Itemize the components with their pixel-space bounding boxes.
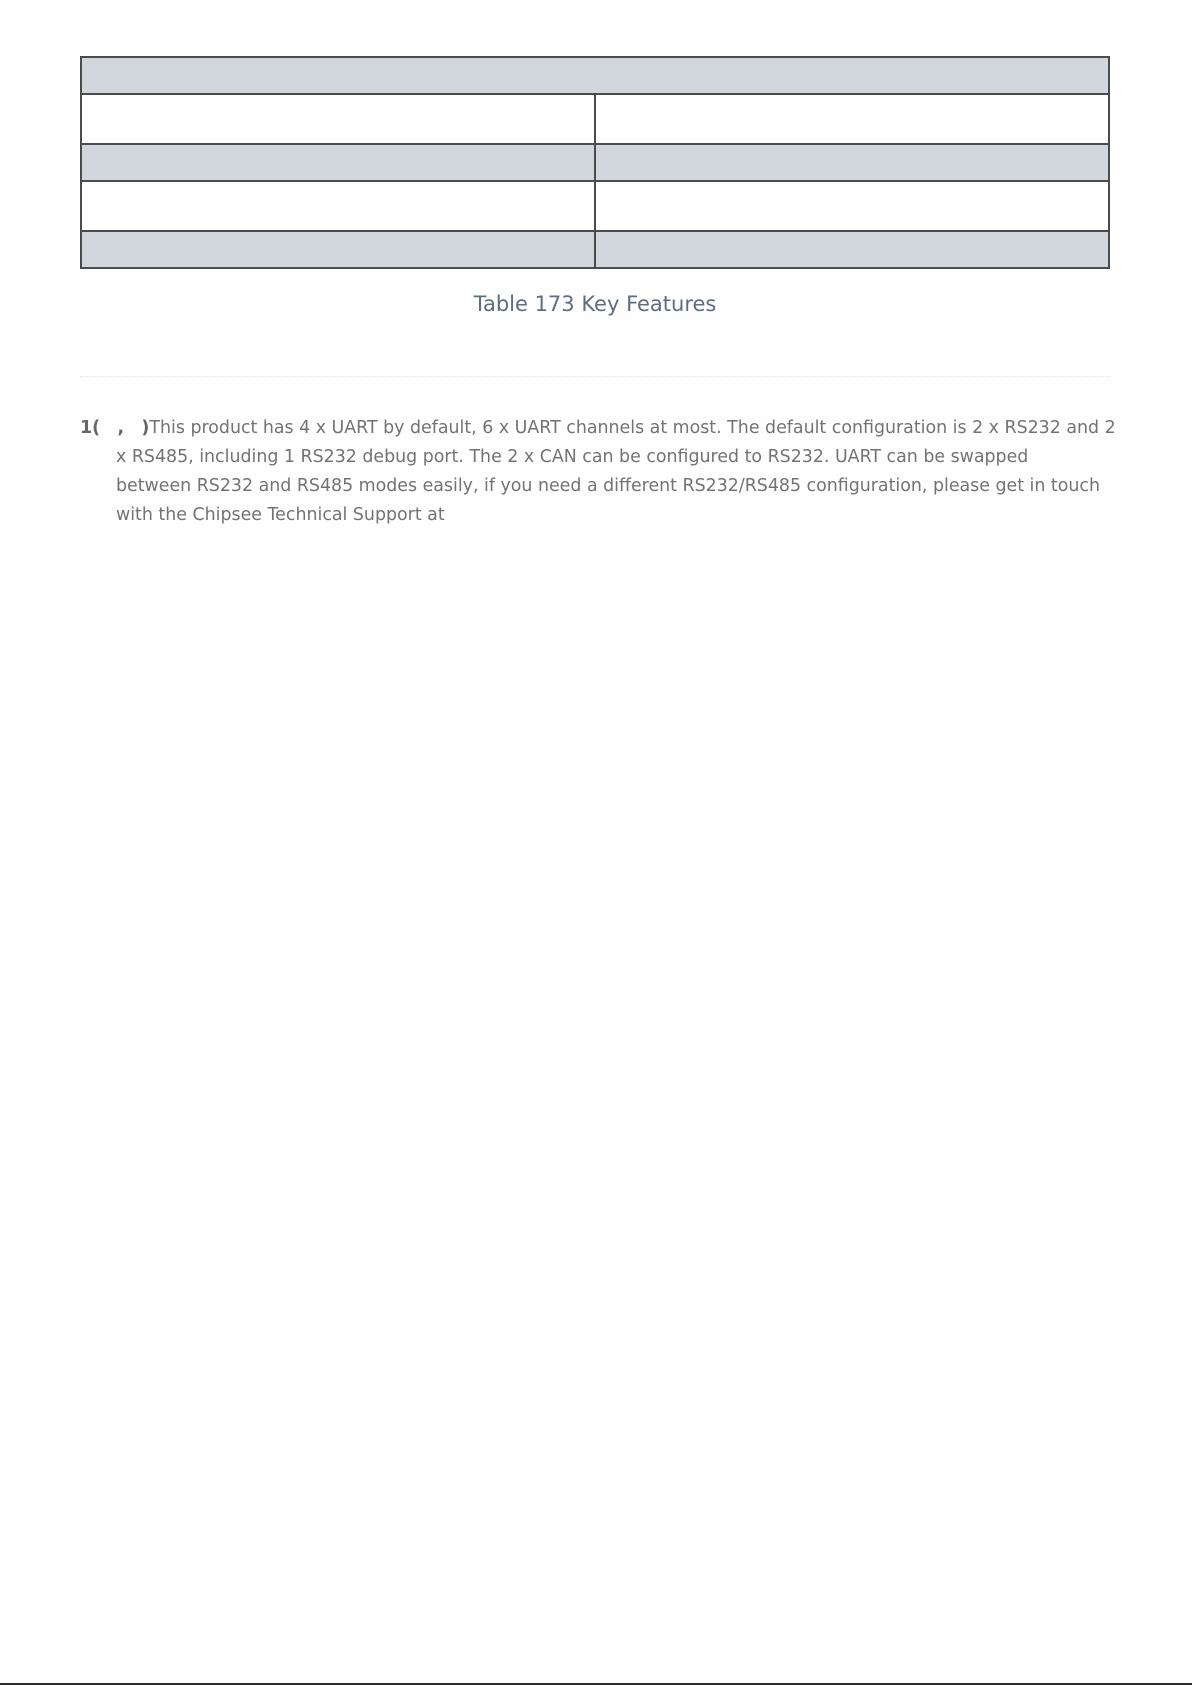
footnote-number: 1( , ) — [80, 418, 150, 438]
table-header-row — [81, 57, 1109, 94]
table-row — [81, 94, 1109, 144]
footnote-text-line: x RS485, including 1 RS232 debug port. The 2 x CAN can be configured to RS232. UART can be swapped — [116, 447, 1029, 467]
table-row — [81, 181, 1109, 231]
key-features-table-container — [80, 56, 1110, 269]
footnote — [80, 414, 1116, 530]
footnote-text-line: with the Chipsee Technical Support at — [116, 505, 445, 525]
table-cell-label — [81, 94, 595, 144]
footnote-text-line: This product has 4 x UART by default, 6 x UART channels at most. The default configuration is 2 x RS232 and 2 — [149, 418, 1116, 438]
table-cell-label — [81, 144, 595, 181]
table-row — [81, 231, 1109, 268]
table-caption: Table 173 Key Features — [473, 292, 717, 316]
table-cell-value — [595, 231, 1109, 268]
table-cell-value — [595, 181, 1109, 231]
table-cell-value — [595, 144, 1109, 181]
table-cell-label — [81, 231, 595, 268]
table-row — [81, 144, 1109, 181]
footnote-first-line — [80, 414, 1116, 443]
table-cell-value — [595, 94, 1109, 144]
table-header-cell — [81, 57, 1109, 94]
key-features-table — [80, 56, 1110, 269]
section-divider — [80, 376, 1110, 377]
table-cell-label — [81, 181, 595, 231]
footnote-text-line: between RS232 and RS485 modes easily, if you need a different RS232/RS485 configuration, please get in touch — [116, 476, 1100, 496]
